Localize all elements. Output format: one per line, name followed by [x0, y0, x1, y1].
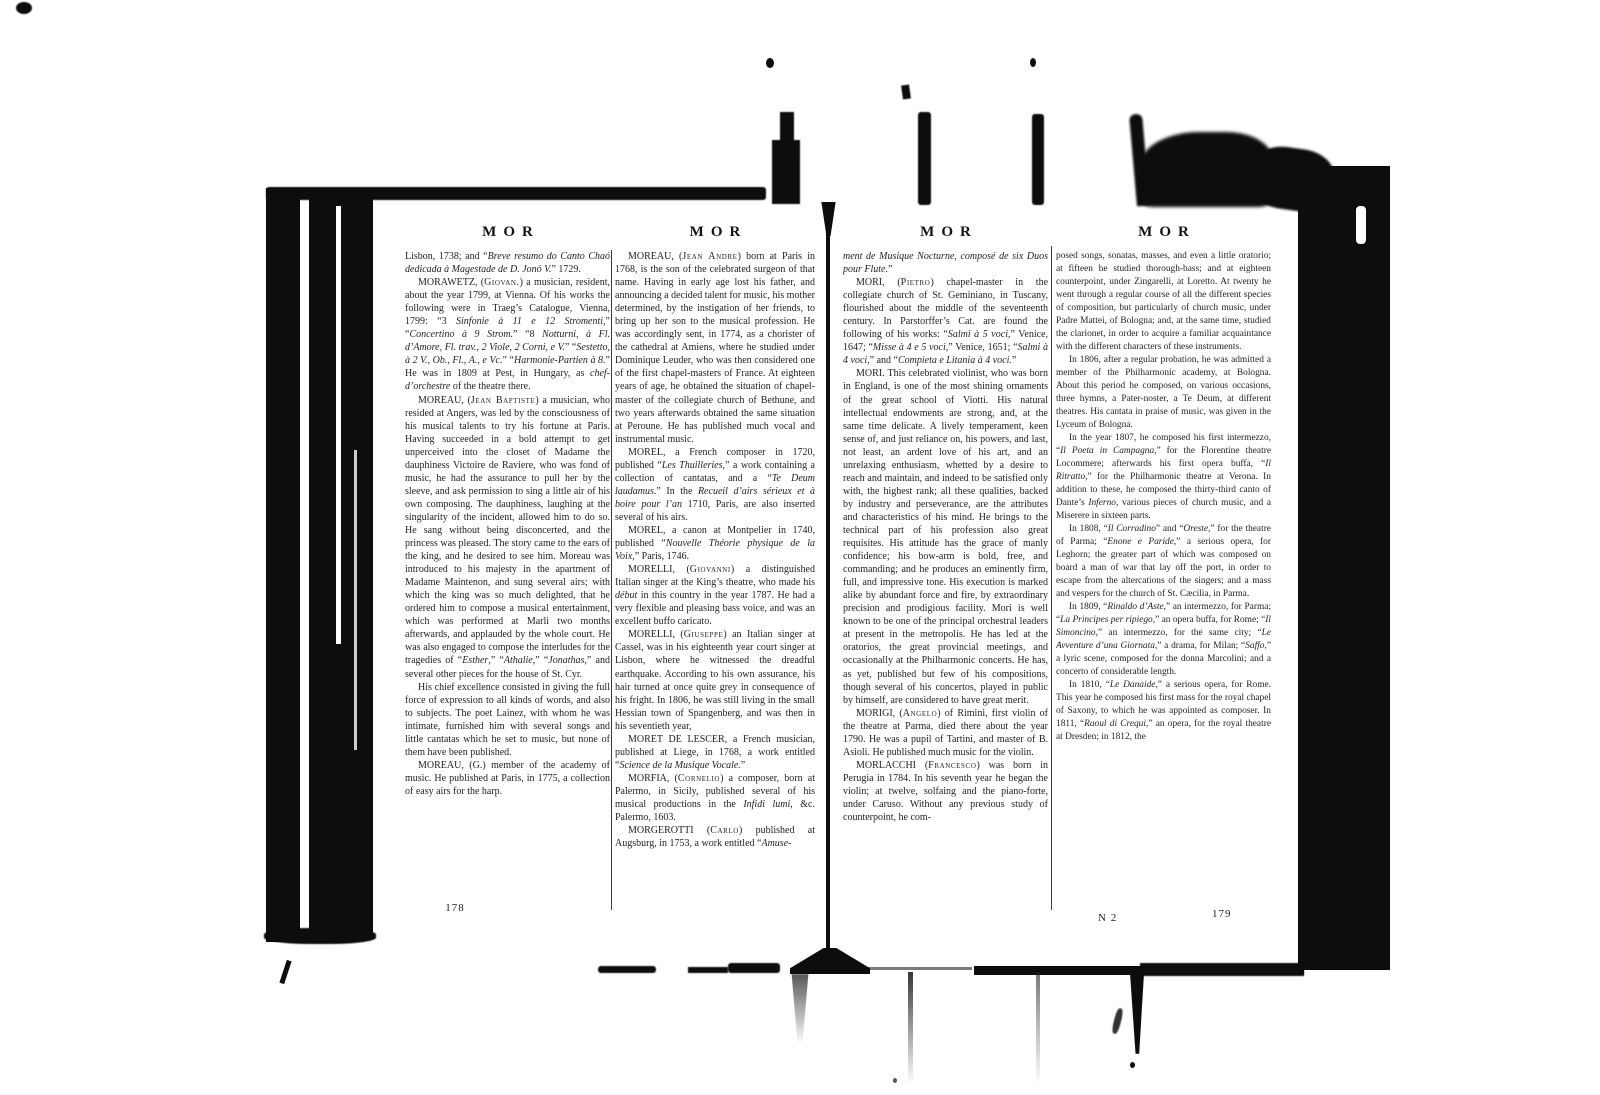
running-head: MOR [1138, 224, 1196, 240]
ink-speck [893, 1078, 897, 1083]
ink-bottom-edge [598, 966, 656, 973]
paragraph: MOREAU, (Jean Andre) born at Paris in 1768, is the son of the celebrated surgeon of that name. Having in early age lost his father, and announcing a decided talent for music, his mother determined, by the instigation of her friends, to bring up her son to the musical profession. He was accordingly sent, in 1774, as a chorister of the cathedral at Amiens, where he studied under Dominique Leuder, who was then considered one of the first chapel-masters of France. At eighteen years of age, he obtained the situation of chapel-master of the collegiate church of Bethune, and two years afterwards obtained the same situation at Peroune. He has published much vocal and instrumental music. [615, 251, 815, 445]
column-rule [1051, 246, 1052, 910]
page-number-left: 178 [445, 902, 465, 914]
paragraph: MOREL, a French composer in 1720, published “Les Thuilleries,” a work containing a collection of cantatas, and a “Te Deum laudamus.” In the Recueil d’airs sérieux et à boire pour l’an 1710, Paris, are also inserted several of his airs. [615, 446, 815, 523]
spine-highlight [336, 206, 341, 644]
paragraph: In the year 1807, he composed his first intermezzo, “Il Poeta in Campagna,” for the Florentine theatre Locommere; afterwards his first opera buffa, “Il Ritratto,” for the Philharmonic theatre at Verona. In addition to these, he composed the thirty-third canto of Dante’s Inferno, various pieces of church music, and a Miserere in sixteen parts. [1056, 433, 1271, 521]
column-4 [1056, 224, 1271, 744]
spine-highlight [354, 450, 357, 750]
ink-drip [1036, 972, 1040, 1084]
paragraph: In 1809, “Rinaldo d’Aste,” an intermezzo, for Parma; “La Principes per ripiego,” an opera buffa, for Rome; “Il Simoncino,” an intermezzo, for the same city; “Le Avventure d’una Giornata,” a drama, for Milan; “Saffo,” a lyric scene, composed for the donna Marcolini; and a concerto of considerable length. [1056, 602, 1271, 677]
ink-speck [1030, 58, 1036, 67]
paragraph: MORELLI, (Giovanni) a distinguished Italian singer at the King’s theatre, who made his début in this country in the year 1787. He had a very flexible and pleasing bass voice, and was an excellent buffo caricato. [615, 564, 815, 628]
ink-drip [908, 972, 913, 1084]
running-head: MOR [920, 224, 978, 240]
page-number-right: 179 [1212, 908, 1232, 920]
ink-drip [788, 974, 812, 1044]
ink-speck [766, 58, 774, 68]
ink-bottom-edge [688, 967, 728, 973]
column-text [843, 250, 1048, 824]
paragraph: In 1810, “Le Danaide,” a serious opera, for Rome. This year he composed his first mass for the royal chapel of Saxony, to which he was appointed as composer. In 1811, “Raoul di Crequi,” an opera, for the royal theatre at Dresden; in 1812, the [1056, 680, 1271, 742]
running-head: MOR [689, 224, 748, 240]
paragraph: posed songs, sonatas, masses, and even a little oratorio; at fifteen he studied thorough-bass; and at eighteen counterpoint, under Zingarelli, at Loretto. At twenty he went through a regular course of all the different species of composition, but particularly of church music, under Padre Mattei, of Bologna; and, at the same time, studied the clarionet, in order to acquire a familiar acquaintance with the different characters of these instruments. [1056, 251, 1271, 352]
ink-blot [780, 112, 794, 156]
signature-mark: N 2 [1098, 912, 1118, 924]
ink-drip [1111, 1008, 1124, 1035]
paragraph: MORFIA, (Cornelio) a composer, born at Palermo, in Sicily, published several of his musical productions in the Infidi lumi, &c. Palermo, 1603. [615, 772, 815, 824]
paragraph: MOREAU, (G.) member of the academy of music. He published at Paris, in 1775, a collection of easy airs for the harp. [405, 759, 610, 797]
column-2 [615, 224, 815, 850]
paragraph: In 1806, after a regular probation, he was admitted a member of the Philharmonic academy, at Bologna. About this period he composed, on various occasions, three hymns, a Pater-noster, a Te Deum, at different theatres. His cantata in praise of music, was given in the Lyceum of Bologna. [1056, 355, 1271, 430]
paragraph: ment de Musique Nocturne, composé de six Duos pour Flute.” [843, 251, 1048, 276]
ink-bottom-edge [868, 967, 972, 970]
paragraph: MORELLI, (Giuseppe) an Italian singer at Cassel, was in his eighteenth year court singer at Lisbon, where he witnessed the dreadful earthquake. According to his own assurance, his hair turned at once quite grey in consequence of his fright. In 1806, he was still living in the small Hessian town of Spangenberg, and was then in his seventieth year, [615, 629, 815, 732]
column-text [405, 250, 610, 798]
edge-highlight [1356, 206, 1366, 244]
ink-spine-bar [266, 188, 300, 942]
ink-speck [901, 85, 911, 100]
paragraph: MORI. This celebrated violinist, who was born in England, is one of the most shining ornaments of the great school of Viotti. His natural intellectual endowments are strong, and, at the same time delicate. A lively temperament, keen sense of, and just reliance on, his powers, and last, not least, an ardent love of his art, and an unrelaxing enthusiasm, whetted by a desire to reach and maintain, and indeed to be satisfied only with, the highest rank; all these qualities, backed by industry and perseverance, are the attributes and characteristics of his mind. He brings to the technical part of his profession also great requisites. His attitude has the grace of manly confidence; his bow-arm is bold, free, and commanding; and he produces an eminently firm, full, and impressive tone. His execution is marked alike by abundant force and fire, by extraordinary precision and prodigious facility. Mori is well known to be one of the principal orchestral leaders at present in the metropolis. He has led at the oratorios, the great provincial meetings, and occasionally at the Philharmonic concerts. He has, as yet, published but few of his compositions, though several of his concertos, played in public by himself, are considered to have great merit. [843, 368, 1048, 706]
paragraph: MORI, (Pietro) chapel-master in the collegiate church of St. Geminiano, in Tuscany, flourished about the middle of the seventeenth century. In Parstorffer’s Cat. are found the following of his works: “Salmi à 5 voci,” Venice, 1647; “Misse à 4 e 5 voci,” Venice, 1651; “Salmi à 4 voci,” and “Compieta e Litania à 4 voci.” [843, 277, 1048, 367]
paragraph: MOREL, a canon at Montpelier in 1740, published “Nouvelle Théorie physique de la Voix,” Paris, 1746. [615, 524, 815, 563]
column-3 [843, 224, 1048, 824]
paragraph: His chief excellence consisted in giving the full force of expression to all kinds of words, and also to subjects. The poet Lainez, with whom he was intimate, furnished him with several songs and little cantatas which he set to music, but none of them have been published. [405, 681, 610, 758]
ink-blot [264, 928, 376, 944]
paragraph: In 1808, “Il Corradino” and “Oreste,” for the theatre of Parma; “Enone e Paride,” a serious opera, for Leghorn; the greater part of which was composed on board a man of war that lay off the port, in order to escape from the altercations of the singers; and a mass and vespers for the church of St. Cæcilia, in Parma. [1056, 524, 1271, 599]
ink-speck [16, 2, 32, 14]
ink-tick [279, 960, 291, 984]
ink-speck [1130, 1062, 1135, 1068]
paragraph: MORIGI, (Angelo) of Rimini, first violin of the theatre at Parma, died there about the year 1790. He was a pupil of Tartini, and master of B. Asioli. He published much music for the violin. [843, 707, 1048, 758]
gutter-line [826, 230, 830, 970]
ink-bottom-edge [1140, 963, 1304, 976]
paragraph: MORET DE LESCER, a French musician, published at Liege, in 1768, a work entitled “Science de la Musique Vocale.” [615, 733, 815, 771]
paragraph: Lisbon, 1738; and “Breve resumo do Canto Chaó dedicada à Magestade de D. Jonó V.” 1729. [405, 251, 610, 276]
ink-bottom-edge [728, 963, 780, 973]
ink-drip [1128, 970, 1146, 1054]
paragraph: MORGEROTTI (Carlo) published at Augsburg, in 1753, a work entitled “Amuse- [615, 825, 815, 850]
column-text [1056, 250, 1271, 744]
ink-stripe [1032, 114, 1044, 205]
column-rule [611, 250, 612, 910]
ink-spine-bar [309, 196, 373, 938]
column-1 [405, 224, 610, 798]
ink-stripe [918, 112, 931, 205]
paragraph: MORAWETZ, (Giovan.) a musician, resident, about the year 1799, at Vienna. Of his works the following were in Traeg’s Catalogue, Vienna, 1799: “3 Sinfonie à 11 e 12 Stromenti,” “Concertino à 9 Strom.” “8 Notturni, à Fl. d’Amore, Fl. trav., 2 Viole, 2 Corni, e V.” “Sestetto, à 2 V., Ob., Fl., A., e Vc.” “Harmonie-Partien à 8.” He was in 1809 at Pest, in Hungary, as chef-d’orchestre of the theatre there. [405, 277, 610, 393]
ink-edge-bar [1298, 166, 1390, 970]
paragraph: MORLACCHI (Francesco) was born in Perugia in 1784. In his seventh year he began the violin; at twelve, solfaing and the piano-forte, under Caruso. Without any previous study of counterpoint, he com- [843, 759, 1048, 824]
paragraph: MOREAU, (Jean Baptiste) a musician, who resided at Angers, was led by the consciousness of his musical talents to try his fortune at Paris. Having succeeded in a bold attempt to get unperceived into the closet of Madame the dauphiness Victoire de Raviere, who was fond of music, he had the assurance to pull her by the sleeve, and ask permission to sing a little air of his own composing. The dauphiness, laughing at the singularity of the incident, allowed him to do so. He sang without being disconcerted, and the princess was pleased. The story came to the ears of the king, and he desired to see him. Moreau was introduced to his majesty in the apartment of Madame Maintenon, and sung several airs; with which the king was so much delighted, that he ordered him to compose a musical entertainment, which was performed at Marli two months afterwards, and applauded by the whole court. He was also engaged to compose the interludes for the tragedies of “Esther,” “Athalie,” “Jonathas,” and several other pieces for the house of St. Cyr. [405, 394, 610, 680]
running-head: MOR [482, 224, 540, 240]
column-text [615, 250, 815, 850]
